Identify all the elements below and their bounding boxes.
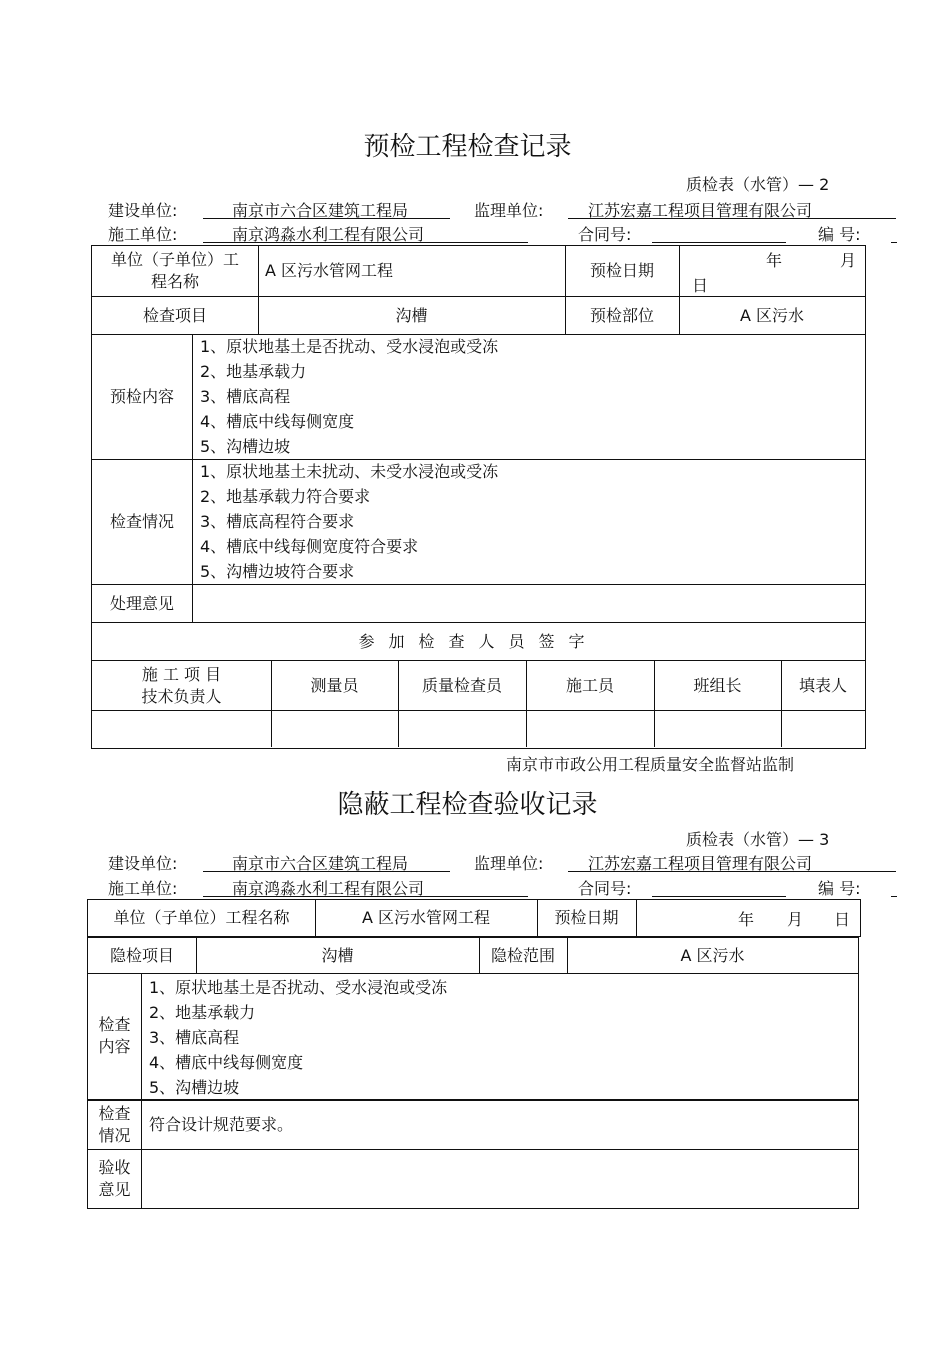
list-item: 5、沟槽边坡符合要求 [200, 562, 355, 581]
form1-opinion-value[interactable] [200, 585, 860, 622]
form2-contractor-underline [203, 896, 528, 897]
list-item: 2、地基承载力 [149, 1003, 256, 1022]
form2-serial-underline [891, 896, 897, 897]
form1-divider [781, 661, 782, 747]
list-item: 4、槽底中线每侧宽度符合要求 [200, 537, 419, 556]
form1-part-value: A 区污水 [739, 305, 805, 325]
form1-content-list [200, 334, 498, 459]
form1-sign-worker: 施工员 [565, 675, 614, 695]
form1-form-number: 质检表（水管）— 2 [686, 175, 830, 194]
form2-content-label: 检查 内容 [98, 1015, 131, 1056]
form2-accept-label: 验收 意见 [98, 1157, 131, 1199]
list-item: 2、地基承载力 [200, 362, 307, 381]
form1-unit-name-label: 单位（子单位）工 程名称 [110, 250, 239, 291]
list-item: 5、沟槽边坡 [200, 437, 291, 456]
form1-footer: 南京市市政公用工程质量安全监督站监制 [506, 755, 795, 774]
list-item: 4、槽底中线每侧宽度 [200, 412, 355, 431]
list-item: 3、槽底高程 [149, 1028, 240, 1047]
form1-contractor-underline [203, 242, 528, 243]
form2-serial-label: 编 号: [818, 879, 861, 898]
form1-sign-team-leader: 班组长 [693, 675, 742, 695]
form2-status-value: 符合设计规范要求。 [149, 1115, 294, 1134]
form1-divider [526, 661, 527, 747]
form1-contract-label: 合同号: [578, 225, 632, 244]
form2-contract-underline [652, 896, 786, 897]
form1-precheck-date-label: 预检日期 [589, 261, 654, 280]
form2-accept-value[interactable] [149, 1150, 849, 1207]
form1-serial-label: 编 号: [818, 225, 861, 244]
form2-date-month: 月 [787, 910, 804, 929]
form1-contract-underline [652, 242, 786, 243]
form2-precheck-date-label: 预检日期 [554, 908, 619, 927]
form1-sign-qc: 质量检查员 [421, 675, 502, 695]
form1-divider [398, 661, 399, 747]
form1-date-month: 月 [840, 251, 857, 270]
form2-scope-value: A 区污水 [680, 945, 745, 965]
form2-title: 隐蔽工程检查验收记录 [337, 790, 598, 820]
form1-sign-tech-lead: 施 工 项 目 技术负责人 [141, 664, 222, 706]
form1-sign-surveyor: 测量员 [310, 675, 359, 695]
form1-status-list [200, 459, 498, 584]
form1-sign-header: 参加检查人员签字 [358, 631, 599, 651]
list-item: 1、原状地基土未扰动、未受水浸泡或受冻 [200, 462, 499, 481]
form2-supervisor-underline [568, 871, 896, 872]
form1-builder-underline [203, 218, 450, 219]
form1-divider [258, 246, 259, 296]
form2-date-day: 日 [834, 910, 851, 929]
form1-item-label: 检查项目 [142, 305, 207, 325]
form1-opinion-label: 处理意见 [109, 593, 174, 613]
form1-supervisor-value: 江苏宏嘉工程项目管理有限公司 [588, 201, 813, 220]
form1-sign-filler: 填表人 [798, 675, 847, 695]
form2-status-label: 检查 情况 [98, 1104, 131, 1145]
form2-builder-label: 建设单位: [108, 854, 178, 873]
form1-contractor-label: 施工单位: [108, 225, 178, 244]
list-item: 5、沟槽边坡 [149, 1078, 240, 1097]
form2-builder-value: 南京市六合区建筑工程局 [232, 854, 409, 873]
form2-divider [636, 900, 637, 936]
form1-date-year: 年 [766, 251, 783, 270]
form2-unit-name-label: 单位（子单位）工程名称 [113, 908, 290, 927]
list-item: 1、原状地基土是否扰动、受水浸泡或受冻 [149, 978, 448, 997]
form1-divider [271, 661, 272, 747]
list-item: 4、槽底中线每侧宽度 [149, 1053, 304, 1072]
form1-status-label: 检查情况 [109, 512, 174, 531]
form2-supervisor-value: 江苏宏嘉工程项目管理有限公司 [588, 854, 813, 873]
form2-supervisor-label: 监理单位: [474, 854, 544, 873]
form1-rule [92, 710, 865, 711]
list-item: 1、原状地基土是否扰动、受水浸泡或受冻 [200, 337, 499, 356]
form2-unit-name-value: A 区污水管网工程 [361, 908, 491, 927]
form1-supervisor-underline [568, 218, 896, 219]
form1-serial-underline [891, 242, 897, 243]
form1-unit-name-value: A 区污水管网工程 [265, 261, 394, 280]
list-item: 3、槽底高程 [200, 387, 291, 406]
form2-contract-label: 合同号: [578, 879, 632, 898]
form1-builder-value: 南京市六合区建筑工程局 [232, 201, 409, 220]
form2-contractor-value: 南京鸿淼水利工程有限公司 [232, 879, 425, 898]
form1-title: 预检工程检查记录 [363, 132, 572, 162]
form1-date-day: 日 [692, 276, 709, 295]
form1-divider [654, 661, 655, 747]
list-item: 3、槽底高程符合要求 [200, 512, 355, 531]
form2-divider [141, 974, 142, 1208]
form1-item-value: 沟槽 [395, 305, 428, 325]
form1-content-label: 预检内容 [109, 387, 174, 406]
form2-item-label: 隐检项目 [109, 945, 174, 965]
list-item: 2、地基承载力符合要求 [200, 487, 371, 506]
form1-divider [192, 585, 193, 622]
form1-part-label: 预检部位 [589, 305, 654, 325]
form1-builder-label: 建设单位: [108, 201, 178, 220]
form1-contractor-value: 南京鸿淼水利工程有限公司 [232, 225, 425, 244]
form2-builder-underline [203, 871, 450, 872]
form2-date-year: 年 [738, 910, 755, 929]
form2-item-value: 沟槽 [321, 945, 354, 965]
form2-scope-label: 隐检范围 [490, 945, 555, 965]
form2-contractor-label: 施工单位: [108, 879, 178, 898]
form2-content-list [149, 975, 447, 1100]
form1-supervisor-label: 监理单位: [474, 201, 544, 220]
form2-form-number: 质检表（水管）— 3 [686, 830, 830, 849]
form1-divider [679, 246, 680, 296]
